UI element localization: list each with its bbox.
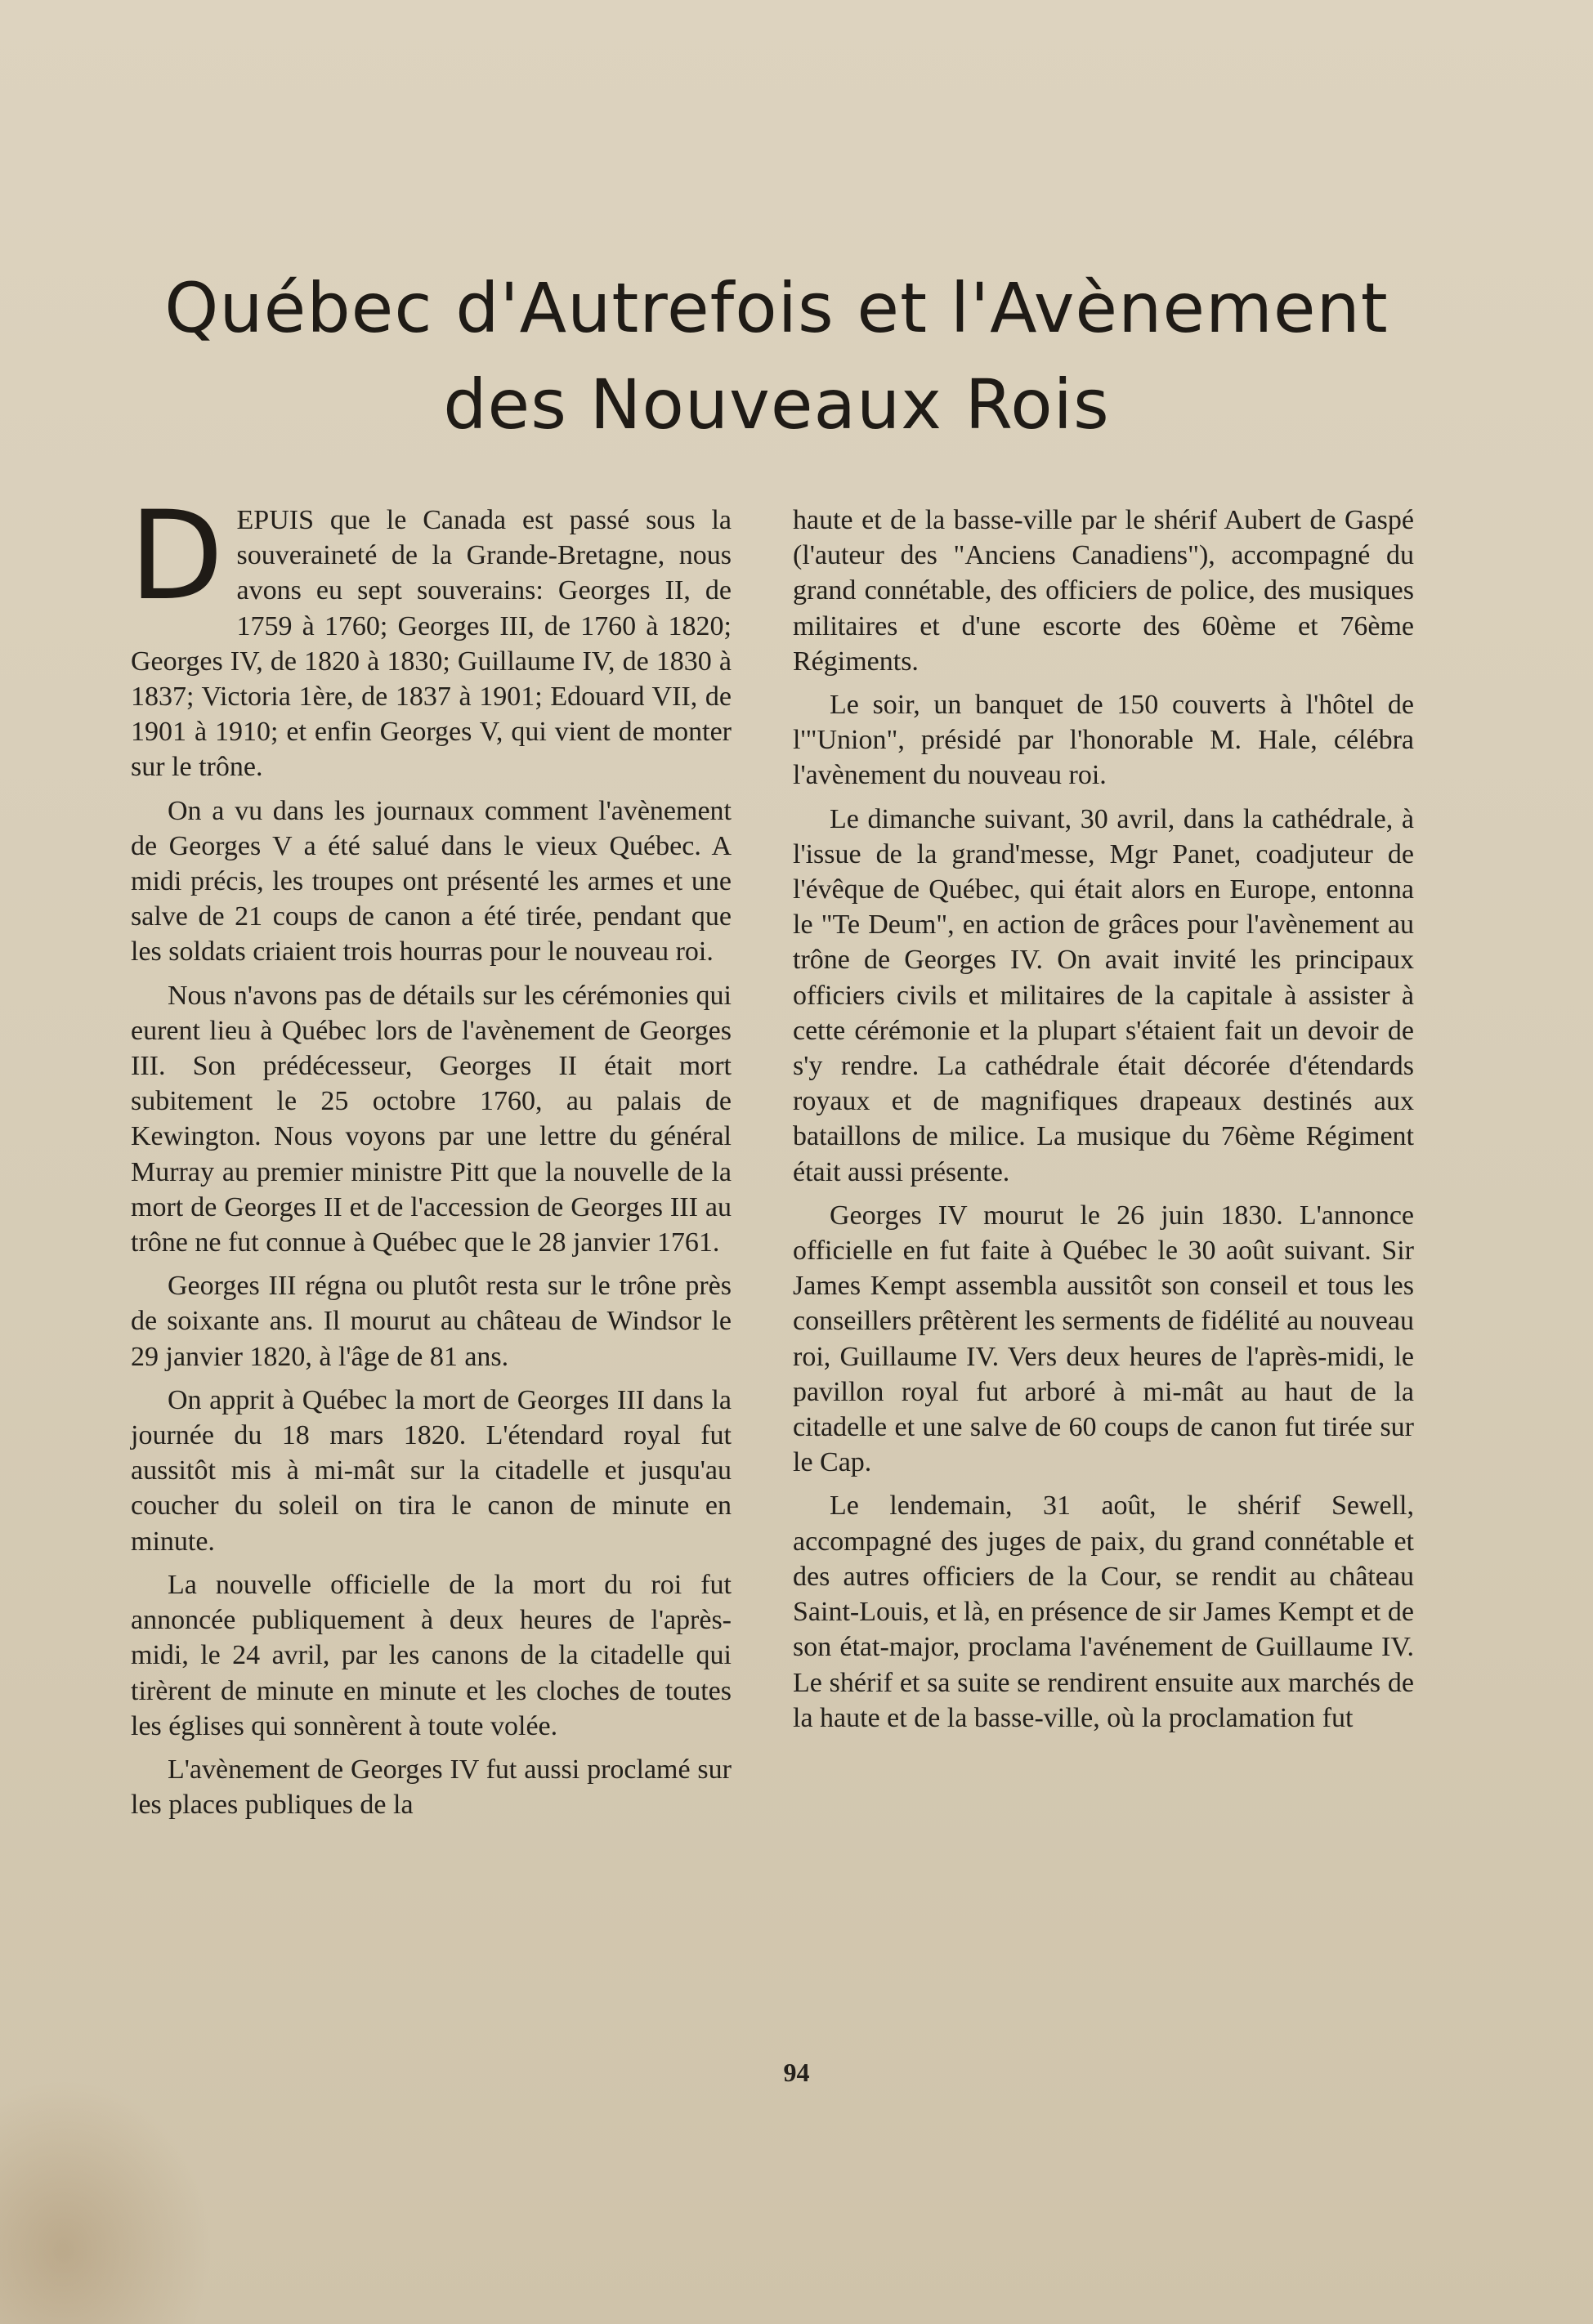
paragraph-8: haute et de la basse-ville par le shérif Aubert de Gaspé (l'auteur des "Anciens Canadiens"), accompagné du grand connétable, des officiers de police, des musiques militaires et d'une escorte des 60ème et 76ème Régiments. [793,505,1414,677]
paragraph-11: Georges IV mourut le 26 juin 1830. L'annonce officielle en fut faite à Québec le 30 août suivant. Sir James Kempt assembla aussitôt son conseil et tous les conseillers prêtèrent les serments de fidélité au nouveau roi, Guillaume IV. Vers deux heures de l'après-midi, le pavillon royal fut arboré à mi-mât au haut de la citadelle et une salve de 60 coups de canon fut tirée sur le Cap. [793,1200,1414,1478]
paragraph-7: L'avènement de Georges IV fut aussi proclamé sur les places publiques de la [131,1754,732,1821]
paragraph-10: Le dimanche suivant, 30 avril, dans la cathédrale, à l'issue de la grand'messe, Mgr Panet, coadjuteur de l'évêque de Québec, qui était alors en Europe, entonna le "Te Deum", en action de grâces pour l'avènement au trône de Georges IV. On avait invité les principaux officiers civils et militaires de la capitale à assister à cette cérémonie et la plupart s'étaient fait un devoir de s'y rendre. La cathédrale était décorée d'étendards royaux et de magnifiques drapeaux destinés aux bataillons de milice. La musique du 76ème Régiment était aussi présente. [793,803,1414,1187]
right-column [793,503,1414,1744]
title-line-2: des Nouveaux Rois [443,364,1110,445]
paragraph-2: On a vu dans les journaux comment l'avènement de Georges V a été salué dans le vieux Québec. A midi précis, les troupes ont présenté les armes et une salve de 21 coups de canon a été tirée, pendant que les soldats criaient trois hourras pour le nouveau roi. [131,795,732,968]
paragraph-6: La nouvelle officielle de la mort du roi fut annoncée publiquement à deux heures de l'après-midi, le 24 avril, par les canons de la citadelle qui tirèrent de minute en minute et les cloches de toutes les églises qui sonnèrent à toute volée. [131,1569,732,1741]
paragraph-12: Le lendemain, 31 août, le shérif Sewell, accompagné des juges de paix, du grand connétable et des autres officiers de la Cour, se rendit au château Saint-Louis, et là, en présence de sir James Kempt et de son état-major, proclama l'avénement de Guillaume IV. Le shérif et sa suite se rendirent ensuite aux marchés de la haute et de la basse-ville, où la proclamation fut [793,1490,1414,1733]
first-word: EPUIS [236,505,314,535]
page-number: 94 [783,2058,810,2087]
article-title [163,260,1389,453]
title-line-1: Québec d'Autrefois et l'Avènement [164,268,1389,348]
paragraph-4: Georges III régna ou plutôt resta sur le trône près de soixante ans. Il mourut au château de Windsor le 29 janvier 1820, à l'âge de 81 ans. [131,1271,732,1372]
paragraph-1-text: que le Canada est passé sous la souveraineté de la Grande-Bretagne, nous avons eu sept souverains: Georges II, de 1759 à 1760; Georges III, de 1760 à 1820; Georges IV, de 1820 à 1830; Guillaume IV, de 1830 à 1837; Victoria 1ère, de 1837 à 1901; Edouard VII, de 1901 à 1910; et enfin Georges V, qui vient de monter sur le trône. [131,505,732,783]
paragraph-5: On apprit à Québec la mort de Georges III dans la journée du 18 mars 1820. L'étendard royal fut aussitôt mis à mi-mât sur la citadelle et jusqu'au coucher du soleil on tira le canon de minute en minute. [131,1384,732,1557]
paragraph-9: Le soir, un banquet de 150 couverts à l'hôtel de l'"Union", présidé par l'honorable M. Hale, célébra l'avènement du nouveau roi. [793,690,1414,791]
paper-stain [0,2079,213,2324]
drop-cap: D [129,485,224,628]
paragraph-1 [129,485,732,785]
paragraph-3: Nous n'avons pas de détails sur les cérémonies qui eurent lieu à Québec lors de l'avènement de Georges III. Son prédécesseur, Georges II était mort subitement le 25 octobre 1760, au palais de Kewington. Nous voyons par une lettre du général Murray au premier ministre Pitt que la nouvelle de la mort de Georges II et de l'accession de Georges III au trône ne fut connue à Québec que le 28 janvier 1761. [131,980,732,1258]
left-column [129,485,732,1830]
